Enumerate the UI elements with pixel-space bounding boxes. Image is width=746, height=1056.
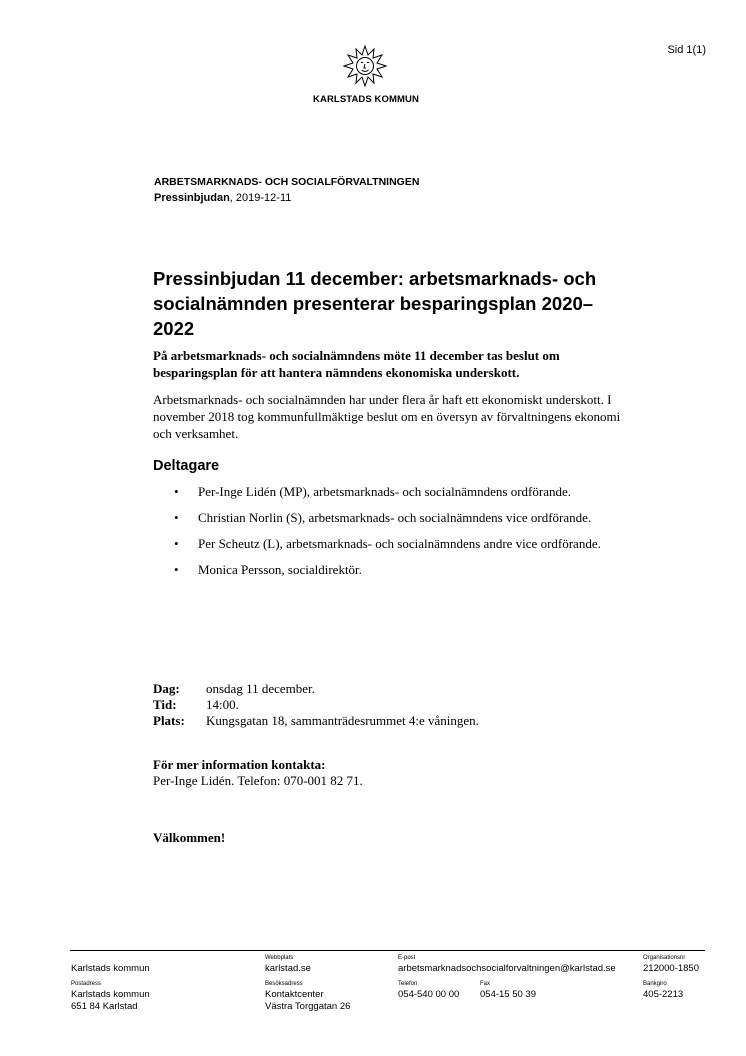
footer-fax-label: Fax (480, 981, 491, 987)
organization-logo-text: KARLSTADS KOMMUN (313, 94, 419, 105)
footer-email-link[interactable]: arbetsmarknadsochsocialforvaltningen@karlstad.se (398, 963, 616, 974)
page-number: Sid 1(1) (667, 44, 706, 56)
detail-row (153, 713, 479, 729)
list-item (153, 510, 623, 526)
participants-list (153, 484, 623, 588)
footer-orgnr: 212000-1850 (643, 963, 699, 974)
participant-text: Per Scheutz (L), arbetsmarknads- och socialnämndens andre vice ordförande. (198, 536, 601, 551)
detail-row (153, 697, 479, 713)
body-paragraph: Arbetsmarknads- och socialnämnden har under flera år haft ett ekonomiskt underskott. I november 2018 tog kommunfullmäktige beslut om en översyn av förvaltningens ekonomi och verksamhet. (153, 392, 621, 441)
participant-text: Per-Inge Lidén (MP), arbetsmarknads- och socialnämndens ordförande. (198, 484, 572, 499)
detail-row (153, 681, 479, 697)
detail-label: Tid: (153, 697, 177, 712)
list-item (153, 536, 623, 552)
footer-bankgiro: 405-2213 (643, 989, 684, 1000)
bullet-icon: • (174, 562, 179, 577)
footer-web-label: Webbplats (265, 955, 294, 961)
document-date: , 2019-12-11 (229, 192, 292, 204)
detail-label: Dag: (153, 681, 180, 696)
footer-postal-line-1: Karlstads kommun (71, 989, 150, 1000)
footer-fax: 054-15 50 39 (480, 989, 536, 1000)
event-details (153, 681, 479, 729)
footer-bankgiro-label: Bankgiro (643, 981, 667, 987)
detail-value: Kungsgatan 18, sammanträdesrummet 4:e våningen. (206, 713, 479, 728)
bullet-icon: • (174, 484, 179, 499)
bullet-icon: • (174, 536, 179, 551)
footer-divider (70, 950, 705, 951)
footer-visit-line-1: Kontaktcenter (265, 989, 324, 1000)
lead-paragraph: På arbetsmarknads- och socialnämndens möte 11 december tas beslut om besparingsplan för att hantera nämndens ekonomiska underskott. (153, 348, 560, 380)
contact-block (153, 757, 363, 789)
detail-value: 14:00. (206, 697, 239, 712)
contact-heading: För mer information kontakta: (153, 757, 326, 772)
welcome-text: Välkommen! (153, 830, 226, 845)
footer-web-link[interactable]: karlstad.se (265, 963, 311, 974)
document-type-line (154, 192, 291, 204)
list-item (153, 562, 623, 578)
footer-postal-line-2: 651 84 Karlstad (71, 1001, 138, 1012)
detail-value: onsdag 11 december. (206, 681, 315, 696)
detail-label: Plats: (153, 713, 185, 728)
footer-email-label: E-post (398, 955, 416, 961)
contact-text: Per-Inge Lidén. Telefon: 070-001 82 71. (153, 773, 363, 788)
bullet-icon: • (174, 510, 179, 525)
footer-orgnr-label: Organisationsnr (643, 955, 686, 961)
footer-visit-line-2: Västra Torggatan 26 (265, 1001, 351, 1012)
footer-visit-label: Besöksadress (265, 981, 303, 987)
document-type: Pressinbjudan (154, 192, 230, 204)
footer-postal-label: Postadress (71, 981, 102, 987)
participants-heading: Deltagare (153, 458, 220, 474)
footer-phone: 054-540 00 00 (398, 989, 460, 1000)
headline: Pressinbjudan 11 december: arbetsmarknads- och socialnämnden presenterar besparingsplan 2020–2022 (153, 268, 597, 339)
department-name: ARBETSMARKNADS- OCH SOCIALFÖRVALTNINGEN (154, 176, 420, 188)
participant-text: Monica Persson, socialdirektör. (198, 562, 362, 577)
participant-text: Christian Norlin (S), arbetsmarknads- och socialnämndens vice ordförande. (198, 510, 592, 525)
list-item (153, 484, 623, 500)
sun-logo-icon (343, 45, 387, 87)
footer-phone-label: Telefon (398, 981, 418, 987)
footer-organization: Karlstads kommun (71, 963, 150, 974)
